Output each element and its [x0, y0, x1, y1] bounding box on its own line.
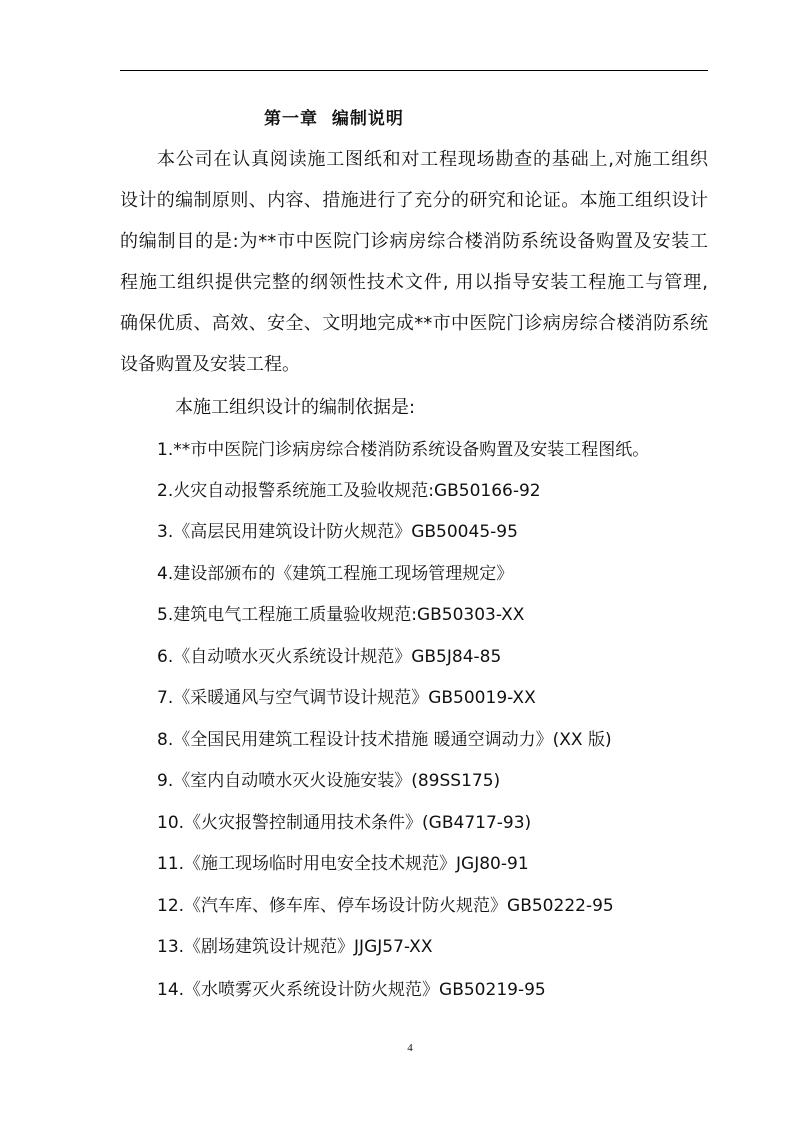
- page-number: 4: [407, 1042, 413, 1054]
- basis-item: 3.《高层民用建筑设计防火规范》GB50045-95: [157, 522, 518, 542]
- basis-item: 4.建设部颁布的《建筑工程施工现场管理规定》: [157, 564, 514, 584]
- intro-line: 设备购置及安装工程。: [120, 354, 300, 375]
- chapter-title: 第一章 编制说明: [264, 109, 404, 129]
- basis-item: 6.《自动喷水灭火系统设计规范》GB5J84-85: [157, 647, 502, 667]
- basis-item: 8.《全国民用建筑工程设计技术措施 暖通空调动力》(XX 版): [157, 730, 612, 750]
- basis-item: 5.建筑电气工程施工质量验收规范:GB50303-XX: [157, 605, 525, 625]
- basis-item: 11.《施工现场临时用电安全技术规范》JGJ80-91: [157, 854, 529, 874]
- basis-item: 12.《汽车库、修车库、停车场设计防火规范》GB50222-95: [157, 896, 614, 916]
- basis-heading: 本施工组织设计的编制依据是:: [175, 397, 416, 418]
- basis-item: 2.火灾自动报警系统施工及验收规范:GB50166-92: [157, 481, 541, 501]
- basis-item: 14.《水喷雾灭火系统设计防火规范》GB50219-95: [157, 980, 546, 1000]
- intro-line: 本公司在认真阅读施工图纸和对工程现场勘查的基础上,对施工组织: [157, 149, 708, 170]
- basis-item: 9.《室内自动喷水灭火设施安装》(89SS175): [157, 771, 501, 791]
- basis-item: 7.《采暖通风与空气调节设计规范》GB50019-XX: [157, 688, 536, 708]
- intro-line: 的编制目的是:为**市中医院门诊病房综合楼消防系统设备购置及安装工: [120, 231, 708, 252]
- intro-line: 设计的编制原则、内容、措施进行了充分的研究和论证。本施工组织设计: [120, 190, 708, 211]
- basis-item: 10.《火灾报警控制通用技术条件》(GB4717-93): [157, 813, 532, 833]
- basis-item: 1.**市中医院门诊病房综合楼消防系统设备购置及安装工程图纸。: [157, 440, 650, 460]
- intro-line: 确保优质、高效、安全、文明地完成**市中医院门诊病房综合楼消防系统: [120, 313, 708, 334]
- basis-item: 13.《剧场建筑设计规范》JJGJ57-XX: [157, 937, 433, 957]
- header-rule: [120, 70, 708, 71]
- intro-line: 程施工组织提供完整的纲领性技术文件, 用以指导安装工程施工与管理,: [120, 272, 708, 293]
